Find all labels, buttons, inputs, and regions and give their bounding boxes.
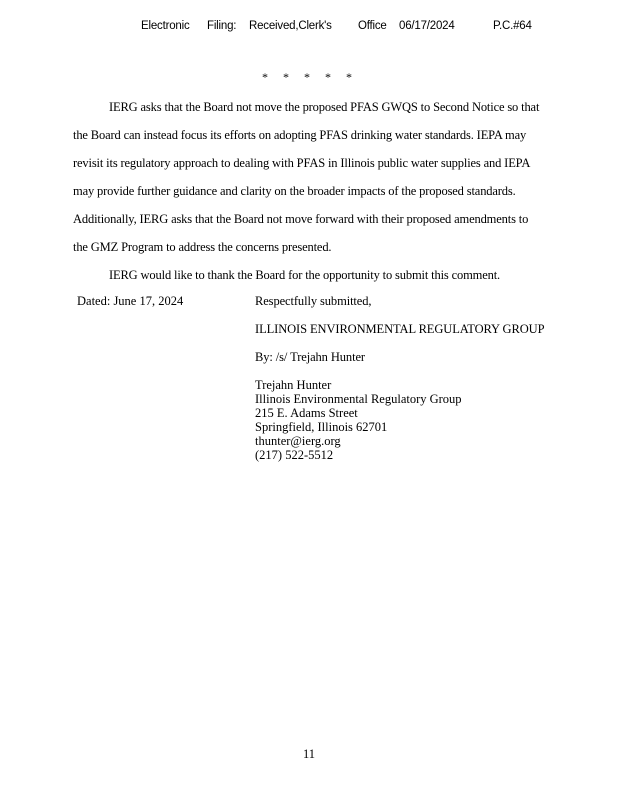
paragraph-line-4: may provide further guidance and clarity on the broader impacts of the proposed standards. — [73, 184, 516, 198]
contact-organization: Illinois Environmental Regulatory Group — [255, 392, 462, 406]
paragraph-line-2: the Board can instead focus its efforts on adopting PFAS drinking water standards. IEPA may — [73, 128, 527, 142]
header-office: Office — [358, 20, 387, 32]
paragraph-line-7: IERG would like to thank the Board for the opportunity to submit this comment. — [109, 268, 501, 282]
header-source: Electronic — [141, 20, 190, 32]
contact-email: thunter@ierg.org — [255, 434, 341, 448]
page-number: 11 — [302, 747, 316, 761]
header-received: Received,Clerk's — [249, 20, 332, 32]
section-separator: * * * * * — [262, 70, 352, 84]
dated-line: Dated: June 17, 2024 — [77, 294, 184, 308]
closing-line: Respectfully submitted, — [255, 294, 372, 308]
paragraph-line-1: IERG asks that the Board not move the proposed PFAS GWQS to Second Notice so that — [109, 100, 540, 114]
header-pc-number: P.C.#64 — [493, 20, 532, 32]
contact-name: Trejahn Hunter — [255, 378, 332, 392]
paragraph-line-3: revisit its regulatory approach to dealing with PFAS in Illinois public water supplies and IEPA — [73, 156, 531, 170]
header-filing: Filing: — [207, 20, 237, 32]
header-date: 06/17/2024 — [399, 20, 455, 32]
signature-line: By: /s/ Trejahn Hunter — [255, 350, 365, 364]
contact-phone: (217) 522-5512 — [255, 448, 334, 462]
contact-block — [255, 378, 462, 462]
contact-street: 215 E. Adams Street — [255, 406, 358, 420]
paragraph-line-5: Additionally, IERG asks that the Board not move forward with their proposed amendments to — [73, 212, 529, 226]
organization-name: ILLINOIS ENVIRONMENTAL REGULATORY GROUP — [255, 322, 545, 336]
contact-city: Springfield, Illinois 62701 — [255, 420, 388, 434]
paragraph-line-6: the GMZ Program to address the concerns presented. — [73, 240, 332, 254]
